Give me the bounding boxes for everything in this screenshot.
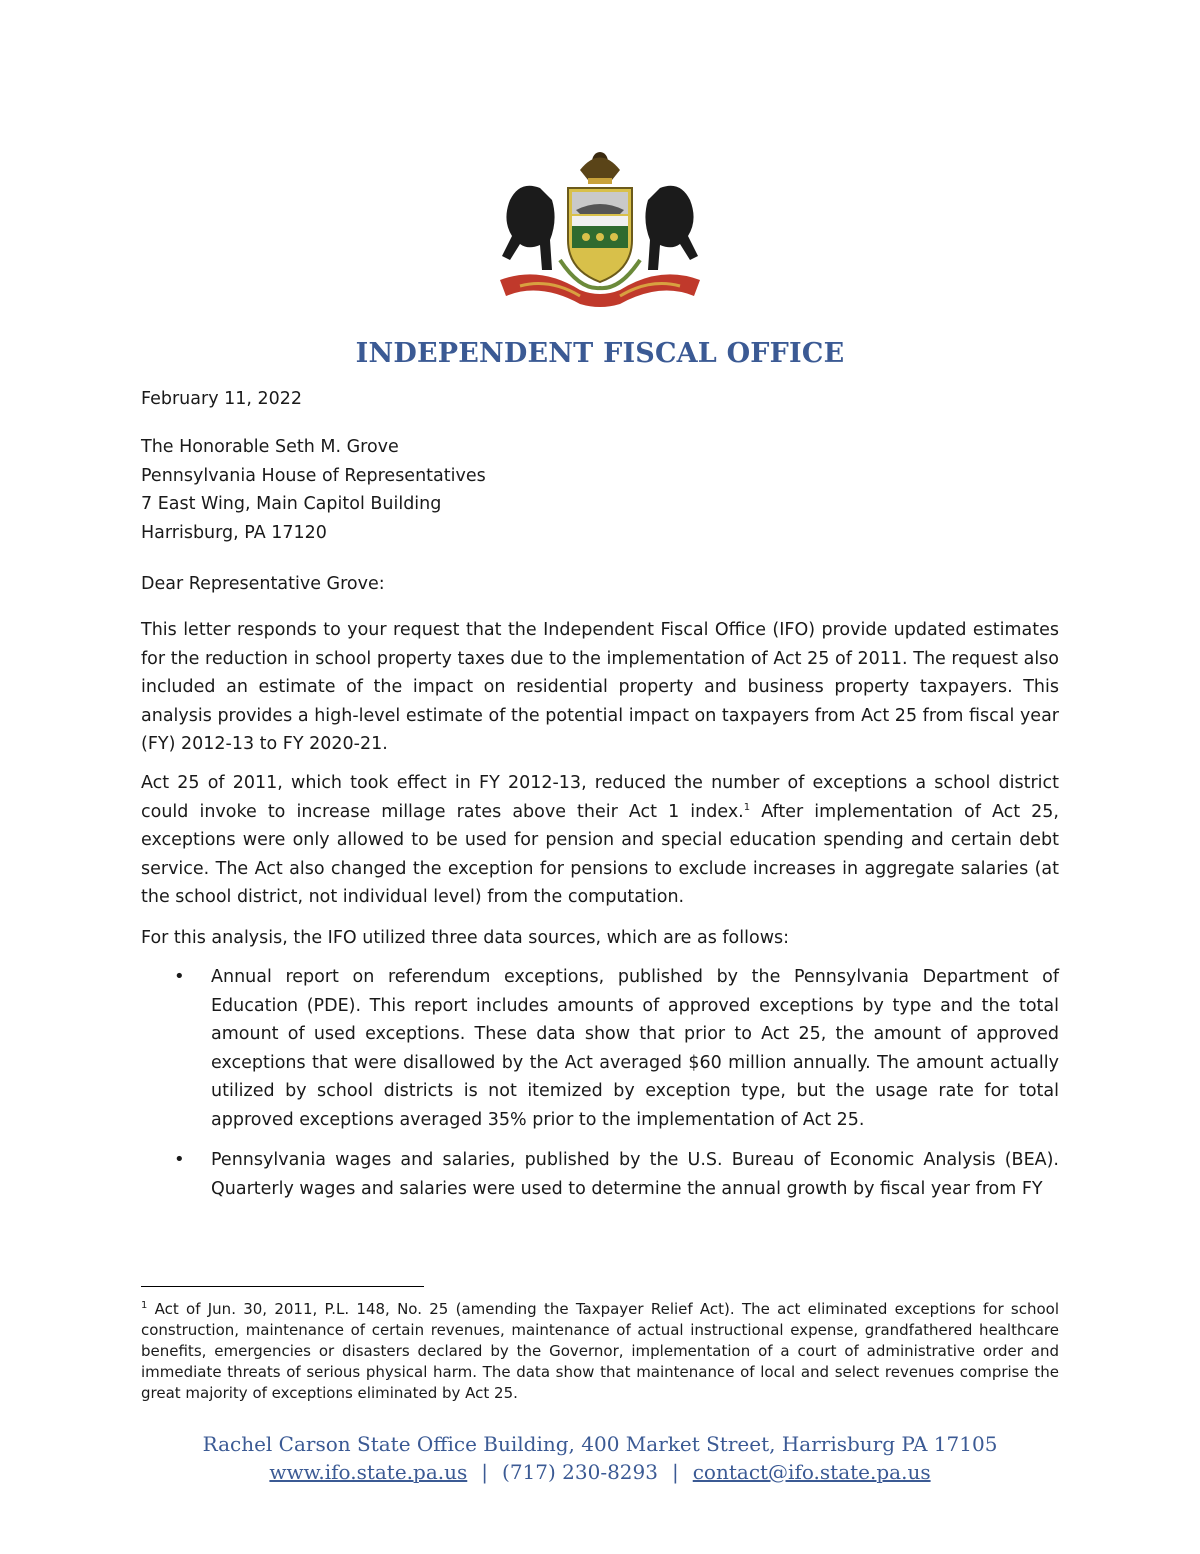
email-link[interactable]: contact@ifo.state.pa.us <box>692 1460 931 1484</box>
coat-of-arms-seal <box>480 140 720 310</box>
footer-address: Rachel Carson State Office Building, 400 Market Street, Harrisburg PA 17105 <box>202 1432 998 1456</box>
bullet-text: Annual report on referendum exceptions, published by the Pennsylvania Department of Education (PDE). This report includes amounts of approved exceptions by type and the total amount of used exceptions. These data show that prior to Act 25, the amount of approved exceptions that were disallowed by the Act averaged $60 million annually. The amount actually utilized by school districts is not itemized by exception type, but the usage rate for total approved exceptions averaged 35% prior to the implementation of Act 25. <box>211 967 1059 1130</box>
left-horse <box>502 186 555 270</box>
shield <box>568 188 632 282</box>
address-line: Harrisburg, PA 17120 <box>141 522 327 543</box>
salutation: Dear Representative Grove: <box>141 574 385 594</box>
footer-separator: | <box>671 1460 679 1484</box>
paragraph-1: This letter responds to your request that the Independent Fiscal Office (IFO) provide updated estimates for the reduction in school property taxes due to the implementation of Act 25 of 2011. The request also included an estimate of the impact on residential property and business property taxpayers. This analysis provides a high-level estimate of the potential impact on taxpayers from Act 25 from fiscal year (FY) 2012-13 to FY 2020-21. <box>141 620 1059 754</box>
footer-contact <box>0 1460 1200 1484</box>
bullet-icon: • <box>174 1149 185 1170</box>
address-line: The Honorable Seth M. Grove <box>141 437 399 457</box>
right-horse <box>645 186 698 270</box>
footnote-marker: 1 <box>141 1300 148 1311</box>
footnote-text: Act of Jun. 30, 2011, P.L. 148, No. 25 (amending the Taxpayer Relief Act). The act eliminated exceptions for school construction, maintenance of certain revenues, maintenance of actual instructional expense, grandfathered healthcare benefits, emergencies or disasters declared by the Governor, implementation of a court of administrative order and immediate threats of serious physical harm. The data show that maintenance of local and select revenues comprise the great majority of exceptions eliminated by Act 25. <box>141 1300 1059 1402</box>
letter-date: February 11, 2022 <box>141 389 303 409</box>
footnote <box>141 1299 1059 1404</box>
paragraph-2 <box>141 769 1059 912</box>
bullet-text: Pennsylvania wages and salaries, published by the U.S. Bureau of Economic Analysis (BEA). Quarterly wages and salaries were used to determine the annual growth by fiscal year from FY <box>211 1150 1059 1199</box>
recipient-address <box>141 433 1059 547</box>
office-title: INDEPENDENT FISCAL OFFICE <box>355 338 845 369</box>
footer-separator: | <box>481 1460 489 1484</box>
phone-number: (717) 230-8293 <box>502 1460 658 1484</box>
footnote-divider <box>141 1286 424 1287</box>
paragraph-2-part-a: Act 25 of 2011, which took effect in FY 2012-13, reduced the number of exceptions a school district could invoke to increase millage rates above their Act 1 index. <box>141 773 1059 822</box>
paragraph-3: For this analysis, the IFO utilized three data sources, which are as follows: <box>141 928 790 948</box>
footnote-reference[interactable]: 1 <box>743 801 751 813</box>
address-line: 7 East Wing, Main Capitol Building <box>141 494 442 514</box>
paragraph-2-part-b: After implementation of Act 25, exceptions were only allowed to be used for pension and special education spending and certain debt service. The Act also changed the exception for pensions to exclude increases in aggregate salaries (at the school district, not individual level) from the computation. <box>141 801 1059 907</box>
bullet-icon: • <box>174 966 185 987</box>
eagle-crest <box>580 152 620 184</box>
website-link[interactable]: www.ifo.state.pa.us <box>269 1460 468 1484</box>
address-line: Pennsylvania House of Representatives <box>141 465 486 486</box>
